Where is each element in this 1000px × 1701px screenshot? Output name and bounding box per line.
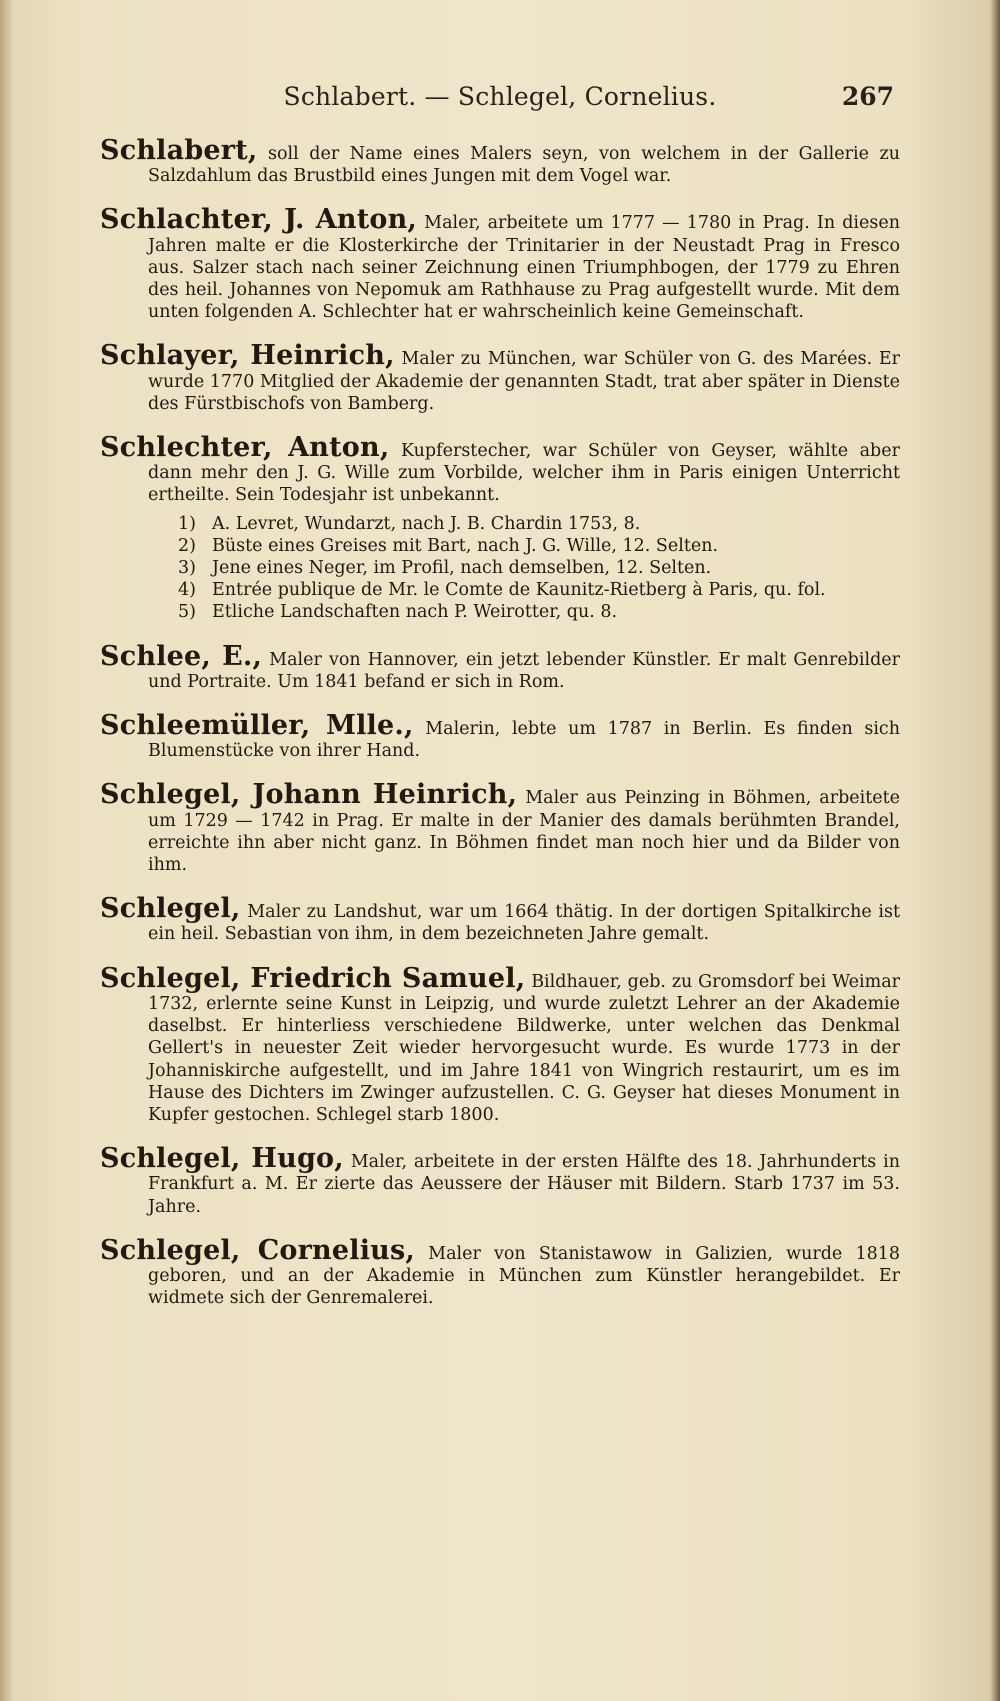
work-text: Etliche Landschaften nach P. Weirotter, qu. 8. xyxy=(212,602,618,623)
entry-name: Schlegel, xyxy=(100,893,241,925)
entry-schlechter xyxy=(100,432,900,624)
page-number: 267 xyxy=(841,82,894,111)
entry-schleemueller xyxy=(100,710,900,762)
entry-schlegel-hugo xyxy=(100,1143,900,1218)
entry-schlayer xyxy=(100,340,900,415)
entry-name: Schlegel, Cornelius, xyxy=(100,1234,415,1266)
entry-text: Maler aus Peinzing in Böhmen, arbeitete um 1729 — 1742 in Prag. Er malte in der Manier des damals berühmten Brandel, erreichte ihn aber nicht ganz. In Böhmen findet man noch hier und da Bilder von ihm. xyxy=(148,788,900,876)
dictionary-entries xyxy=(100,135,900,1331)
entry-schlegel-johann-heinrich xyxy=(100,779,900,876)
entry-text: Maler, arbeitete um 1777 — 1780 in Prag. In diesen Jahren malte er die Klosterkirche der Trinitarier in der Neustadt Prag in Fresco aus. Salzer stach nach seiner Zeichnung einen Triumphbogen, der 1779 zu Ehren des heil. Johannes von Nepomuk am Rathhause zu Prag aufgestellt wurde. Mit dem unten folgenden A. Schlechter hat er wahrscheinlich keine Gemeinschaft. xyxy=(148,213,900,323)
entry-text: soll der Name eines Malers seyn, von welchem in der Gallerie zu Salzdahlum das Brustbild eines Jungen mit dem Vogel war. xyxy=(148,144,900,187)
work-item xyxy=(178,535,900,557)
work-item xyxy=(178,579,900,601)
entry-text: Bildhauer, geb. zu Gromsdorf bei Weimar 1732, erlernte seine Kunst in Leipzig, und wurde zuletzt Lehrer an der Akademie daselbst. Er hinterliess verschiedene Bildwerke, unter welchen das Denkmal Gellert's in neuester Zeit wieder hervorgesucht wurde. Es wurde 1773 in der Johanniskirche aufgestellt, und im Jahre 1841 von Wingrich restaurirt, um es im Hause des Dichters im Zwinger aufzustellen. C. G. Geyser hat dieses Monument in Kupfer gestochen. Schlegel starb 1800. xyxy=(148,971,900,1125)
work-item xyxy=(178,513,900,535)
entry-name: Schlee, E., xyxy=(100,640,263,672)
work-text: A. Levret, Wundarzt, nach J. B. Chardin 1753, 8. xyxy=(212,513,641,534)
entry-text: Maler von Stanistawow in Galizien, wurde 1818 geboren, und an der Akademie in München zum Künstler herangebildet. Er widmete sich der Genremalerei. xyxy=(148,1243,900,1309)
entry-schlee xyxy=(100,640,900,693)
entry-schlabert xyxy=(100,135,900,187)
works-list xyxy=(148,513,900,624)
work-text: Büste eines Greises mit Bart, nach J. G. Wille, 12. Selten. xyxy=(212,535,719,556)
entry-name: Schlechter, Anton, xyxy=(100,432,390,464)
work-item xyxy=(178,557,900,579)
work-number: 2) xyxy=(178,535,196,556)
entry-schlachter xyxy=(100,204,900,323)
entry-text: Maler zu München, war Schüler von G. des Marées. Er wurde 1770 Mitglied der Akademie der genannten Stadt, trat aber später in Dienste des Fürstbischofs von Bamberg. xyxy=(148,349,900,414)
page-edge-right xyxy=(990,0,1000,1701)
header-title: Schlabert. — Schlegel, Cornelius. xyxy=(283,82,717,111)
entry-name: Schlayer, Heinrich, xyxy=(100,340,395,372)
entry-name: Schlegel, Hugo, xyxy=(100,1143,344,1175)
entry-text: Maler zu Landshut, war um 1664 thätig. In der dortigen Spitalkirche ist ein heil. Sebastian von ihm, in dem bezeichneten Jahre gemalt. xyxy=(148,902,900,945)
entry-schlegel-friedrich-samuel xyxy=(100,962,900,1126)
work-text: Jene eines Neger, im Profil, nach demselben, 12. Selten. xyxy=(212,558,712,579)
work-number: 4) xyxy=(178,580,196,601)
entry-text: Maler von Hannover, ein jetzt lebender Künstler. Er malt Genrebilder und Portraite. Um 1841 befand er sich in Rom. xyxy=(148,649,900,692)
work-text: Entrée publique de Mr. le Comte de Kaunitz-Rietberg à Paris, qu. fol. xyxy=(212,580,826,601)
entry-text: Malerin, lebte um 1787 in Berlin. Es finden sich Blumenstücke von ihrer Hand. xyxy=(148,719,900,762)
entry-name: Schlegel, Friedrich Samuel, xyxy=(100,962,526,994)
page-edge-left xyxy=(0,0,14,1701)
entry-name: Schleemüller, Mlle., xyxy=(100,710,414,742)
entry-schlegel-cornelius xyxy=(100,1234,900,1310)
entry-name: Schlachter, J. Anton, xyxy=(100,204,418,236)
running-header xyxy=(100,82,900,122)
work-number: 1) xyxy=(178,513,196,534)
work-number: 3) xyxy=(178,558,196,579)
entry-schlegel-landshut xyxy=(100,893,900,945)
entry-text: Kupferstecher, war Schüler von Geyser, wählte aber dann mehr den J. G. Wille zum Vorbilde, welcher ihm in Paris einigen Unterricht ertheilte. Sein Todesjahr ist unbekannt. xyxy=(148,441,900,506)
work-item xyxy=(178,601,900,623)
entry-name: Schlegel, Johann Heinrich, xyxy=(100,779,518,811)
entry-name: Schlabert, xyxy=(100,135,258,166)
work-number: 5) xyxy=(178,602,196,623)
entry-text: Maler, arbeitete in der ersten Hälfte des 18. Jahrhunderts in Frankfurt a. M. Er zierte das Aeussere der Häuser mit Bildern. Starb 1737 im 53. Jahre. xyxy=(148,1152,900,1217)
